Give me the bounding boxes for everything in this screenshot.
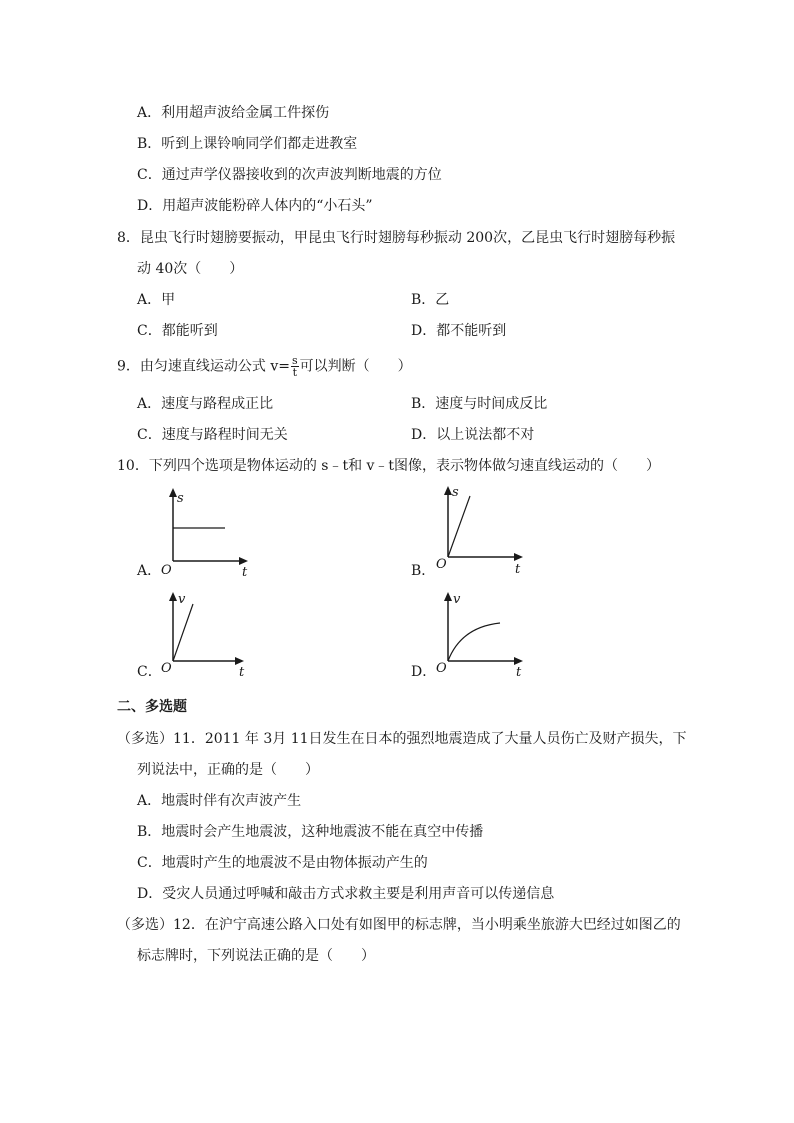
q10-graph-b (430, 482, 535, 577)
q11-stem-line1: （多选）11．2011 年 3月 11日发生在日本的强烈地震造成了大量人员伤亡及财产损失，下 (117, 731, 687, 747)
q10-option-a-label: A． (137, 563, 162, 579)
q9-fraction-denominator: t (292, 366, 298, 379)
q9-stem-prefix: 9．由匀速直线运动公式 v= (117, 358, 290, 375)
q10-graph-a-origin: O (161, 563, 172, 578)
q8-stem-line1: 8．昆虫飞行时翅膀要振动，甲昆虫飞行时翅膀每秒振动 200次，乙昆虫飞行时翅膀每秒振 (117, 230, 676, 246)
q8-option-c: C．都能听到 (137, 323, 218, 339)
q8-option-d: D．都不能听到 (411, 323, 507, 339)
q9-option-c: C．速度与路程时间无关 (137, 427, 288, 443)
q11-option-c: C．地震时产生的地震波不是由物体振动产生的 (137, 855, 428, 871)
q10-graph-c-v-label: v (178, 592, 186, 607)
q10-graph-a (155, 486, 260, 581)
q7-option-b: B．听到上课铃响同学们都走进教室 (137, 136, 358, 152)
q10-graph-a-s-label: s (177, 491, 184, 506)
q11-option-a: A．地震时伴有次声波产生 (137, 793, 302, 809)
q9-formula-fraction (291, 355, 299, 378)
q10-option-d-label: D． (411, 664, 437, 680)
q10-option-c-label: C． (137, 664, 162, 680)
q9-option-d: D．以上说法都不对 (411, 427, 535, 443)
q7-option-d: D．用超声波能粉碎人体内的“小石头” (137, 198, 373, 214)
q9-fraction-numerator: s (292, 354, 298, 367)
q10-graph-d-origin: O (436, 661, 447, 676)
q10-stem: 10．下列四个选项是物体运动的 s﹣t和 v﹣t图像，表示物体做匀速直线运动的（ ） (117, 458, 661, 474)
q8-option-a: A．甲 (137, 292, 176, 308)
q11-option-d: D．受灾人员通过呼喊和敲击方式求救主要是利用声音可以传递信息 (137, 886, 555, 902)
q12-stem-line2: 标志牌时，下列说法正确的是（ ） (137, 948, 375, 964)
section-title-multiple-choice: 二、多选题 (117, 699, 187, 715)
q10-graph-b-origin: O (436, 557, 447, 572)
q10-graph-b-t-label: t (515, 562, 521, 577)
q11-option-b: B．地震时会产生地震波，这种地震波不能在真空中传播 (137, 824, 484, 840)
q10-graph-c-origin: O (161, 661, 172, 676)
q12-stem-line1: （多选）12．在沪宁高速公路入口处有如图甲的标志牌，当小明乘坐旅游大巴经过如图乙的 (117, 917, 681, 933)
q10-option-b-label: B． (411, 563, 436, 579)
q10-graph-c (155, 588, 260, 683)
q10-graph-c-t-label: t (239, 665, 245, 680)
q8-stem-line2: 动 40次（ ） (137, 261, 244, 277)
q9-option-a: A．速度与路程成正比 (137, 396, 274, 412)
q10-graph-d (430, 588, 535, 683)
q9-stem (117, 355, 412, 378)
q11-stem-line2: 列说法中，正确的是（ ） (137, 762, 319, 778)
q10-graph-a-t-label: t (242, 565, 248, 580)
q7-option-c: C．通过声学仪器接收到的次声波判断地震的方位 (137, 167, 442, 183)
q10-graph-d-t-label: t (516, 665, 522, 680)
q9-stem-suffix: 可以判断（ ） (299, 358, 412, 375)
q7-option-a: A．利用超声波给金属工件探伤 (137, 105, 330, 121)
q10-graph-b-s-label: s (452, 485, 459, 500)
q9-option-b: B．速度与时间成反比 (411, 396, 548, 412)
q8-option-b: B．乙 (411, 292, 450, 308)
q10-graph-d-v-label: v (453, 592, 461, 607)
